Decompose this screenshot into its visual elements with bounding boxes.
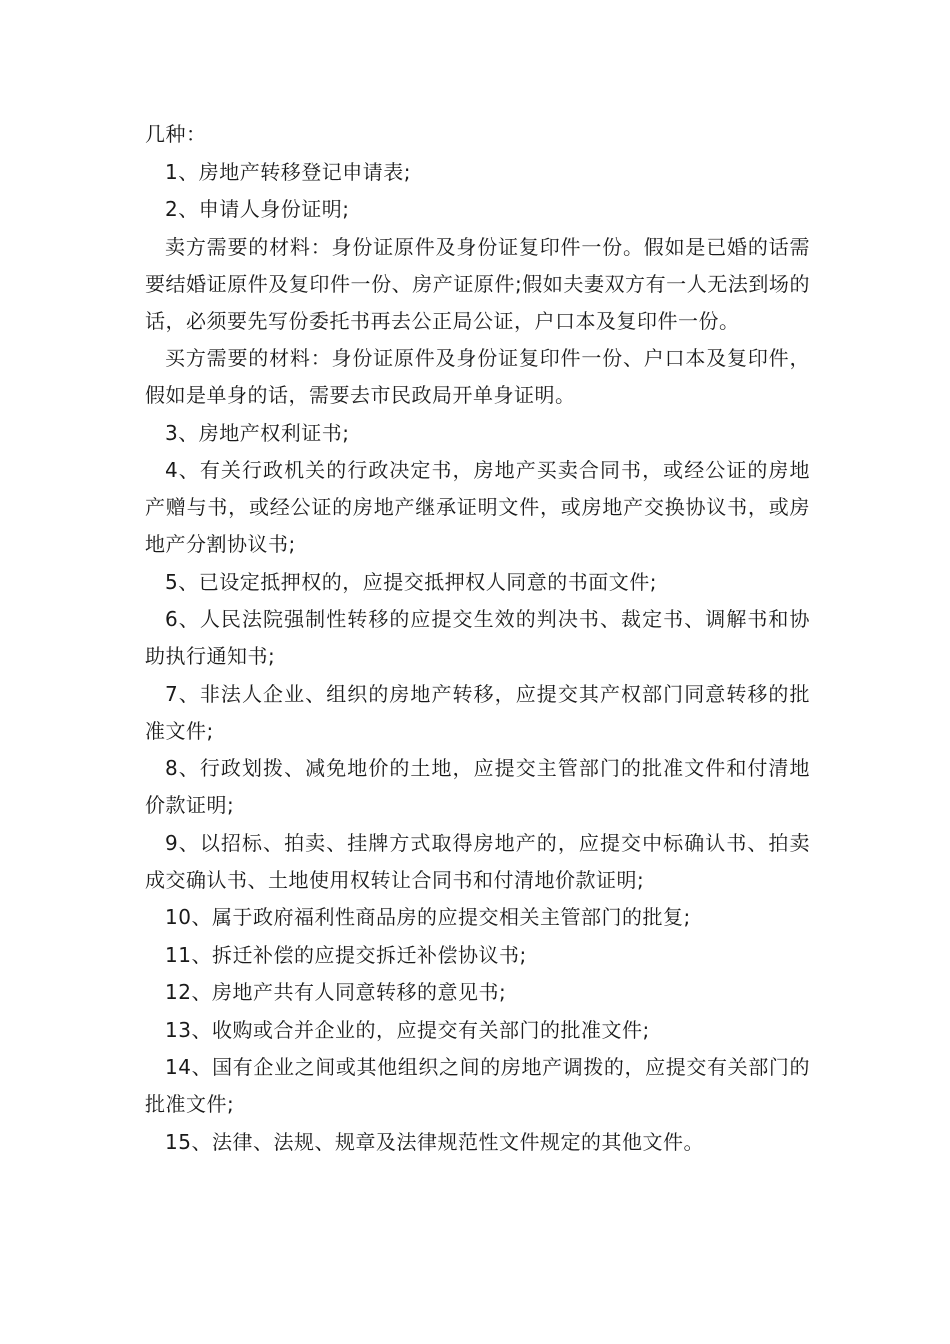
paragraph-intro: 几种：	[145, 122, 207, 146]
paragraph-seller-materials: 卖方需要的材料：身份证原件及身份证复印件一份。假如是已婚的话需要结婚证原件及复印件一份、房产证原件;假如夫妻双方有一人无法到场的话，必须要先写份委托书再去公正局公证，户口本及复印件一份。	[145, 234, 810, 333]
paragraph-item-2: 2、申请人身份证明;	[165, 197, 350, 221]
paragraph-item-4: 4、有关行政机关的行政决定书，房地产买卖合同书，或经公证的房地产赠与书，或经公证的房地产继承证明文件，或房地产交换协议书，或房地产分割协议书;	[145, 458, 810, 556]
paragraph-item-7: 7、非法人企业、组织的房地产转移，应提交其产权部门同意转移的批准文件;	[145, 681, 810, 743]
paragraph-item-12: 12、房地产共有人同意转移的意见书;	[165, 980, 507, 1004]
document-body	[145, 116, 810, 1161]
paragraph-item-1: 1、房地产转移登记申请表;	[165, 159, 411, 184]
paragraph-item-8: 8、行政划拨、减免地价的土地，应提交主管部门的批准文件和付清地价款证明;	[145, 756, 810, 817]
paragraph-item-10: 10、属于政府福利性商品房的应提交相关主管部门的批复;	[165, 905, 691, 929]
paragraph-item-3: 3、房地产权利证书;	[165, 420, 350, 445]
paragraph-item-5: 5、已设定抵押权的，应提交抵押权人同意的书面文件;	[165, 569, 657, 594]
paragraph-item-9: 9、以招标、拍卖、挂牌方式取得房地产的，应提交中标确认书、拍卖成交确认书、土地使用权转让合同书和付清地价款证明;	[145, 830, 810, 892]
paragraph-item-11: 11、拆迁补偿的应提交拆迁补偿协议书;	[165, 942, 527, 967]
paragraph-item-15: 15、法律、法规、规章及法律规范性文件规定的其他文件。	[165, 1129, 704, 1154]
paragraph-item-13: 13、收购或合并企业的，应提交有关部门的批准文件;	[165, 1017, 650, 1042]
paragraph-item-14: 14、国有企业之间或其他组织之间的房地产调拨的，应提交有关部门的批准文件;	[145, 1055, 810, 1116]
paragraph-buyer-materials: 买方需要的材料：身份证原件及身份证复印件一份、户口本及复印件，假如是单身的话，需要去市民政局开单身证明。	[145, 346, 810, 407]
paragraph-item-6: 6、人民法院强制性转移的应提交生效的判决书、裁定书、调解书和协助执行通知书;	[145, 607, 810, 668]
